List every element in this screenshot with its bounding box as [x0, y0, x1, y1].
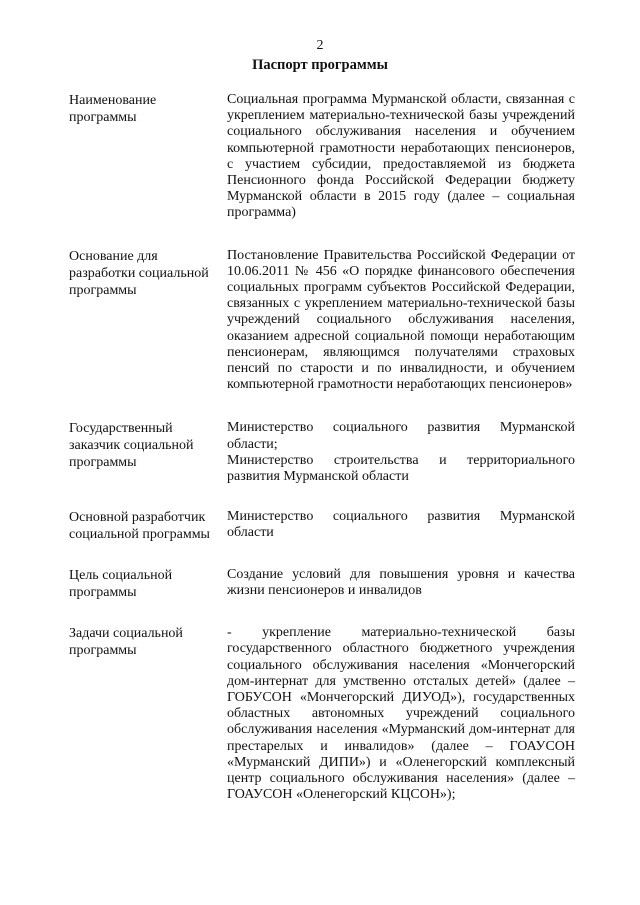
row-value — [227, 248, 575, 394]
passport-row-customer — [69, 420, 577, 485]
passport-row-basis — [69, 248, 577, 394]
passport-row-goal — [69, 567, 577, 601]
row-label: Задачи социальной программы — [69, 626, 183, 659]
row-paragraph: Постановление Правительства Российской Федерации от 10.06.2011 № 456 «О порядке финансового обеспечения социальных программ субъектов Российской Федерации, связанных с укреплением материально-технической базы учреждений социального обслуживания населения, оказанием адресной социальной помощи неработающим пенсионерам, являющимся получателями страховых пенсий по старости и по инвалидности, и обучением компьютерной грамотности неработающих пенсионеров» — [227, 247, 575, 393]
passport-row-name — [69, 92, 577, 222]
passport-row-tasks — [69, 625, 577, 803]
row-value — [227, 625, 575, 803]
document-title: Паспорт программы — [252, 57, 388, 73]
row-value — [227, 509, 575, 541]
row-paragraph: - укрепление материально-технической базы государственного областного бюджетного учреждения социального обслуживания населения «Мончегорский дом-интернат для умственно отсталых детей» (далее – ГОБУСОН «Мончегорский ДИУОД»), государственных областных автономных учреждений социального обслуживания населения «Мурманский дом-интернат для престарелых и инвалидов» (далее – ГОАУСОН «Мурманский ДИПИ») и «Оленегорский комплексный центр социального обслуживания населения» (далее – ГОАУСОН «Оленегорский КЦСОН»); — [227, 625, 575, 803]
row-value — [227, 92, 575, 222]
passport-row-developer — [69, 509, 577, 543]
row-value — [227, 567, 575, 599]
row-label: Наименование программы — [69, 93, 157, 125]
row-label: Основной разработчик социальной программы — [69, 510, 210, 543]
page-number: 2 — [316, 38, 324, 53]
row-paragraph: Министерство строительства и территориального развития Мурманской области — [227, 452, 575, 485]
row-label: Цель социальной программы — [69, 568, 173, 601]
row-paragraph: Министерство социального развития Мурманской области — [227, 509, 575, 541]
row-value — [227, 420, 575, 485]
program-passport-table — [69, 92, 577, 804]
row-label: Государственный заказчик социальной программы — [69, 421, 194, 471]
row-paragraph: Создание условий для повышения уровня и качества жизни пенсионеров и инвалидов — [227, 567, 575, 599]
row-paragraph: Социальная программа Мурманской области, связанная с укреплением материально-технической базы учреждений социального обслуживания населения и обучением компьютерной грамотности неработающих пенсионеров, с участием субсидии, предоставляемой из бюджета Пенсионного фонда Российской Федерации бюджету Мурманской области в 2015 году (далее – социальная программа) — [227, 92, 575, 221]
row-paragraph: Министерство социального развития Мурманской области; — [227, 420, 575, 452]
row-label: Основание для разработки социальной программы — [69, 248, 209, 298]
